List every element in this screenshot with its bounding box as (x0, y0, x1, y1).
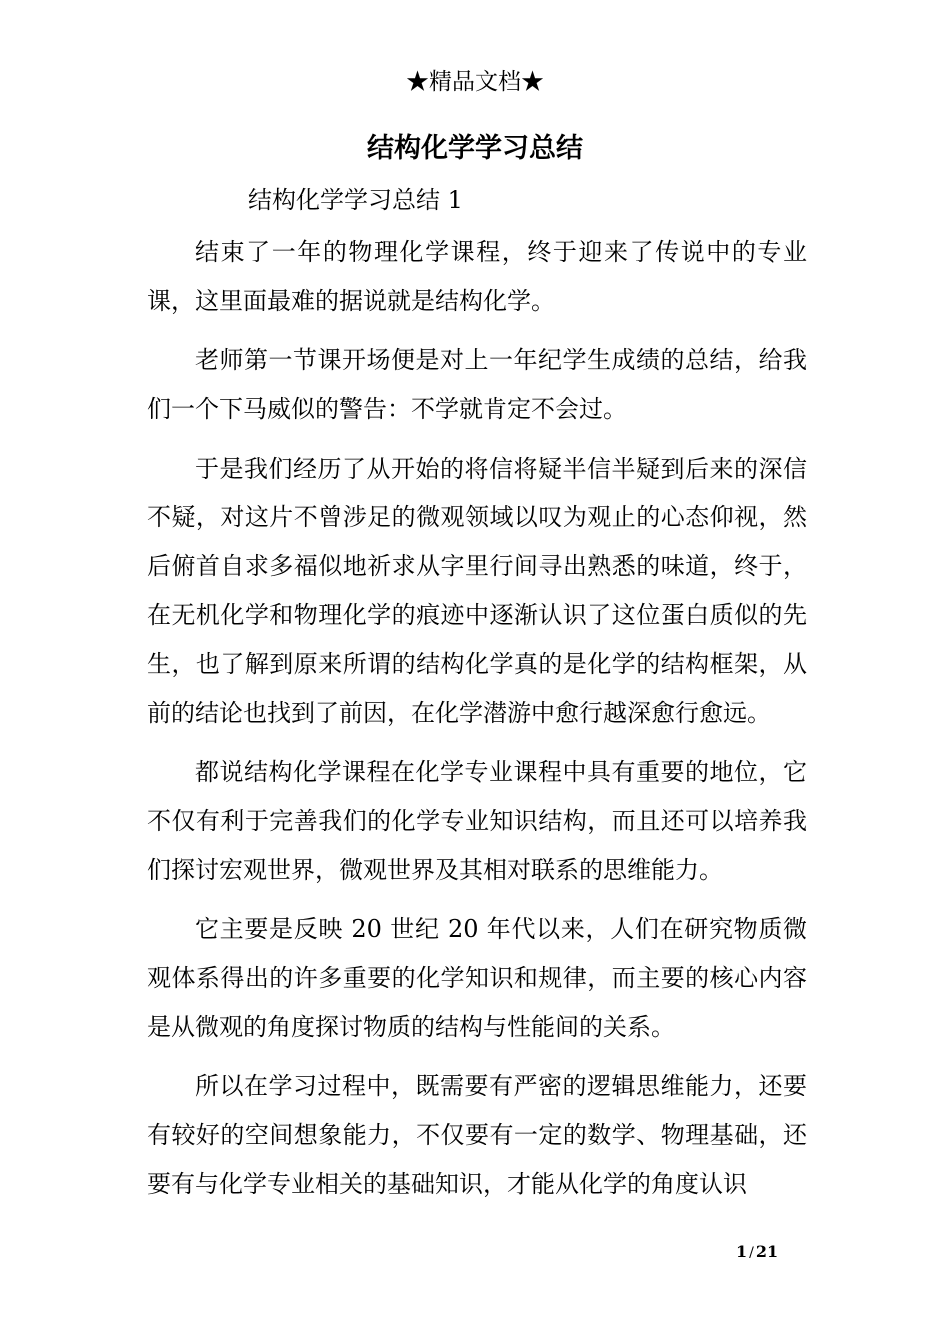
paragraph-4: 都说结构化学课程在化学专业课程中具有重要的地位，它不仅有利于完善我们的化学专业知识结构，而且还可以培养我们探讨宏观世界，微观世界及其相对联系的思维能力。 (147, 758, 807, 884)
paragraph-2: 老师第一节课开场便是对上一年纪学生成绩的总结，给我们一个下马威似的警告：不学就肯定不会过。 (147, 346, 807, 424)
paragraph-5: 它主要是反映 20 世纪 20 年代以来，人们在研究物质微观体系得出的许多重要的化学知识和规律，而主要的核心内容是从微观的角度探讨物质的结构与性能间的关系。 (147, 915, 807, 1041)
page-header: ★精品文档★ (406, 69, 544, 95)
document-title: 结构化学学习总结 (367, 133, 583, 164)
paragraph-1: 结束了一年的物理化学课程，终于迎来了传说中的专业课，这里面最难的据说就是结构化学。 (147, 238, 807, 315)
total-page-count: 21 (755, 1242, 779, 1261)
current-page-number: 1 (736, 1242, 748, 1261)
paragraph-3: 于是我们经历了从开始的将信将疑半信半疑到后来的深信不疑，对这片不曾涉足的微观领域以叹为观止的心态仰视，然后俯首自求多福似地祈求从字里行间寻出熟悉的味道，终于，在无机化学和物理化学的痕迹中逐渐认识了这位蛋白质似的先生，也了解到原来所谓的结构化学真的是化学的结构框架，从前的结论也找到了前因，在化学潜游中愈行越深愈行愈远。 (147, 454, 807, 727)
section-heading: 结构化学学习总结 1 (248, 186, 463, 214)
paragraph-6: 所以在学习过程中，既需要有严密的逻辑思维能力，还要有较好的空间想象能力，不仅要有一定的数学、物理基础，还要有与化学专业相关的基础知识，才能从化学的角度认识 (147, 1072, 807, 1198)
page-number (736, 1241, 778, 1264)
document-body (147, 228, 807, 1219)
page-number-separator: / (749, 1245, 754, 1261)
